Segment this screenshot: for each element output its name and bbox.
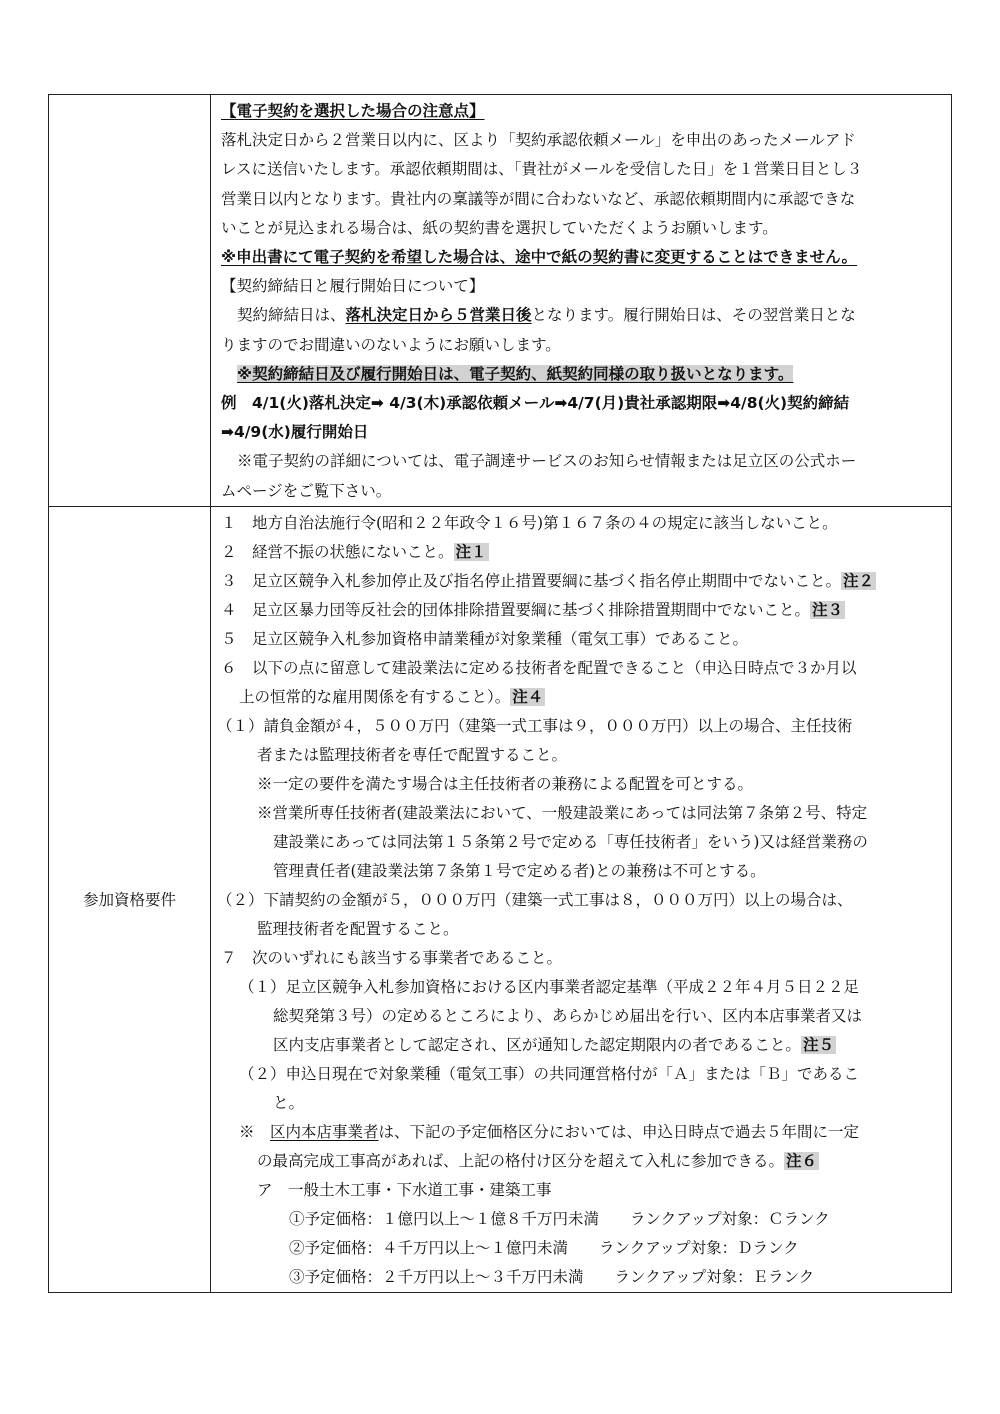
note-line: ムページをご覧下さい。 (221, 481, 392, 500)
note-tag: 注２ (843, 571, 875, 590)
category-heading: ア 一般土木工事・下水道工事・建築工事 (257, 1180, 552, 1199)
sub-item-cont: 監理技術者を配置すること。 (257, 919, 459, 938)
sub-item-cont: 区内支店事業者として認定され、区が通知した認定期限内の者であること。 注５ (273, 1035, 834, 1054)
list-item: ３ 足立区競争入札参加停止及び指名停止措置要綱に基づく指名停止期間中でないこと。 注２ (221, 571, 875, 590)
list-item: １ 地方自治法施行令(昭和２２年政令１６号)第１６７条の４の規定に該当しないこと。 (221, 513, 838, 532)
list-item: ６ 以下の点に留意して建設業法に定める技術者を配置できること（申込日時点で３か月以 (221, 658, 857, 677)
warning-text: ※申出書にて電子契約を希望した場合は、途中で紙の契約書に変更することはできません。 (221, 248, 858, 267)
price-range: ③予定価格：２千万円以上～３千万円未満 ランクアップ対象：Ｅランク (289, 1267, 815, 1286)
sub-item: （１）請負金額が４，５００万円（建築一式工事は９，０００万円）以上の場合、主任技術 (217, 716, 853, 735)
paragraph-line: レスに送信いたします。承認依頼期間は、「貴社がメールを受信した日」を１営業日目とし３ (221, 160, 863, 179)
emphasis-text: 落札決定日から５営業日後 (345, 306, 532, 325)
price-range: ②予定価格：４千万円以上～１億円未満 ランクアップ対象：Ｄランク (289, 1238, 799, 1257)
paragraph-line: いことが見込まれる場合は、紙の契約書を選択していただくようお願いします。 (221, 218, 778, 237)
rank-note: ※ 区内本店事業者は、下記の予定価格区分においては、申込日時点で過去５年間に一定 (239, 1122, 860, 1141)
highlight-text: ※契約締結日及び履行開始日は、電子契約、紙契約同様の取り扱いとなります。 (237, 364, 794, 383)
note-tag: 注６ (786, 1151, 818, 1170)
sub-item: （２）申込日現在で対象業種（電気工事）の共同運営格付が「Ａ」または「Ｂ」であるこ (239, 1064, 860, 1083)
list-item: ４ 足立区暴力団等反社会的団体排除措置要綱に基づく排除措置期間中でないこと。 注３ (221, 600, 844, 619)
subheading: 【契約締結日と履行開始日について】 (221, 277, 485, 296)
requirements-cell (211, 506, 952, 1292)
table-row (49, 95, 952, 507)
note-tag: 注４ (512, 687, 544, 706)
list-item-cont: 上の恒常的な雇用関係を有すること）。 注４ (239, 687, 544, 706)
sub-note-cont: 管理責任者(建設業法第７条第１号で定める者)との兼務は不可とする。 (273, 861, 766, 880)
sub-note-cont: 建設業にあっては同法第１５条第２号で定める「専任技術者」をいう)又は経営業務の (273, 832, 868, 851)
list-item: ７ 次のいずれにも該当する事業者であること。 (221, 948, 563, 967)
paragraph-line: 契約締結日は、落札決定日から５営業日後となります。履行開始日は、その翌営業日とな (237, 306, 856, 325)
sub-item-cont: 総契発第３号）の定めるところにより、あらかじめ届出を行い、区内本店事業者又は (273, 1006, 863, 1025)
example-line: ➡4/9(水)履行開始日 (221, 423, 369, 442)
electronic-contract-cell (211, 95, 952, 507)
sub-item: （１）足立区競争入札参加資格における区内事業者認定基準（平成２２年４月５日２２足 (239, 977, 860, 996)
sub-item-cont: と。 (273, 1093, 305, 1112)
note-tag: 注１ (455, 542, 487, 561)
paragraph-line: りますのでお間違いのないようにお願いします。 (221, 335, 561, 354)
sub-note: ※一定の要件を満たす場合は主任技術者の兼務による配置を可とする。 (257, 774, 754, 793)
note-tag: 注３ (812, 600, 844, 619)
sub-item: （２）下請契約の金額が５，０００万円（建築一式工事は８，０００万円）以上の場合は、 (217, 890, 853, 909)
price-range: ①予定価格：１億円以上～１億８千万円未満 ランクアップ対象：Ｃランク (289, 1209, 830, 1228)
emphasis-text: 区内本店事業者 (270, 1122, 379, 1141)
note-tag: 注５ (802, 1035, 834, 1054)
requirements-label-cell (49, 506, 211, 1292)
paragraph-line: 落札決定日から２営業日以内に、区より「契約承認依頼メール」を申出のあったメールアド (221, 131, 856, 150)
example-line: 例 4/1(火)落札決定➡ 4/3(木)承認依頼メール➡4/7(月)貴社承認期限➡4/8(火)契約締結 (221, 394, 850, 413)
document-table (48, 94, 952, 1293)
sub-note: ※営業所専任技術者(建設業法において、一般建設業にあっては同法第７条第２号、特定 (257, 803, 868, 822)
table-row (49, 506, 952, 1292)
rank-note-cont: の最高完成工事高があれば、上記の格付け区分を超えて入札に参加できる。 注６ (257, 1151, 818, 1170)
paragraph-line: 営業日以内となります。貴社内の稟議等が間に合わないなど、承認依頼期間内に承認できな (221, 189, 856, 208)
sub-item-cont: 者または監理技術者を専任で配置すること。 (257, 745, 568, 764)
list-item: ５ 足立区競争入札参加資格申請業種が対象業種（電気工事）であること。 (221, 629, 749, 648)
list-item: ２ 経営不振の状態にないこと。 注１ (221, 542, 487, 561)
note-line: ※電子契約の詳細については、電子調達サービスのお知らせ情報または足立区の公式ホー (237, 452, 857, 471)
row-label: 参加資格要件 (82, 891, 176, 910)
section-heading: 【電子契約を選択した場合の注意点】 (221, 102, 485, 120)
empty-label-cell (49, 95, 211, 507)
